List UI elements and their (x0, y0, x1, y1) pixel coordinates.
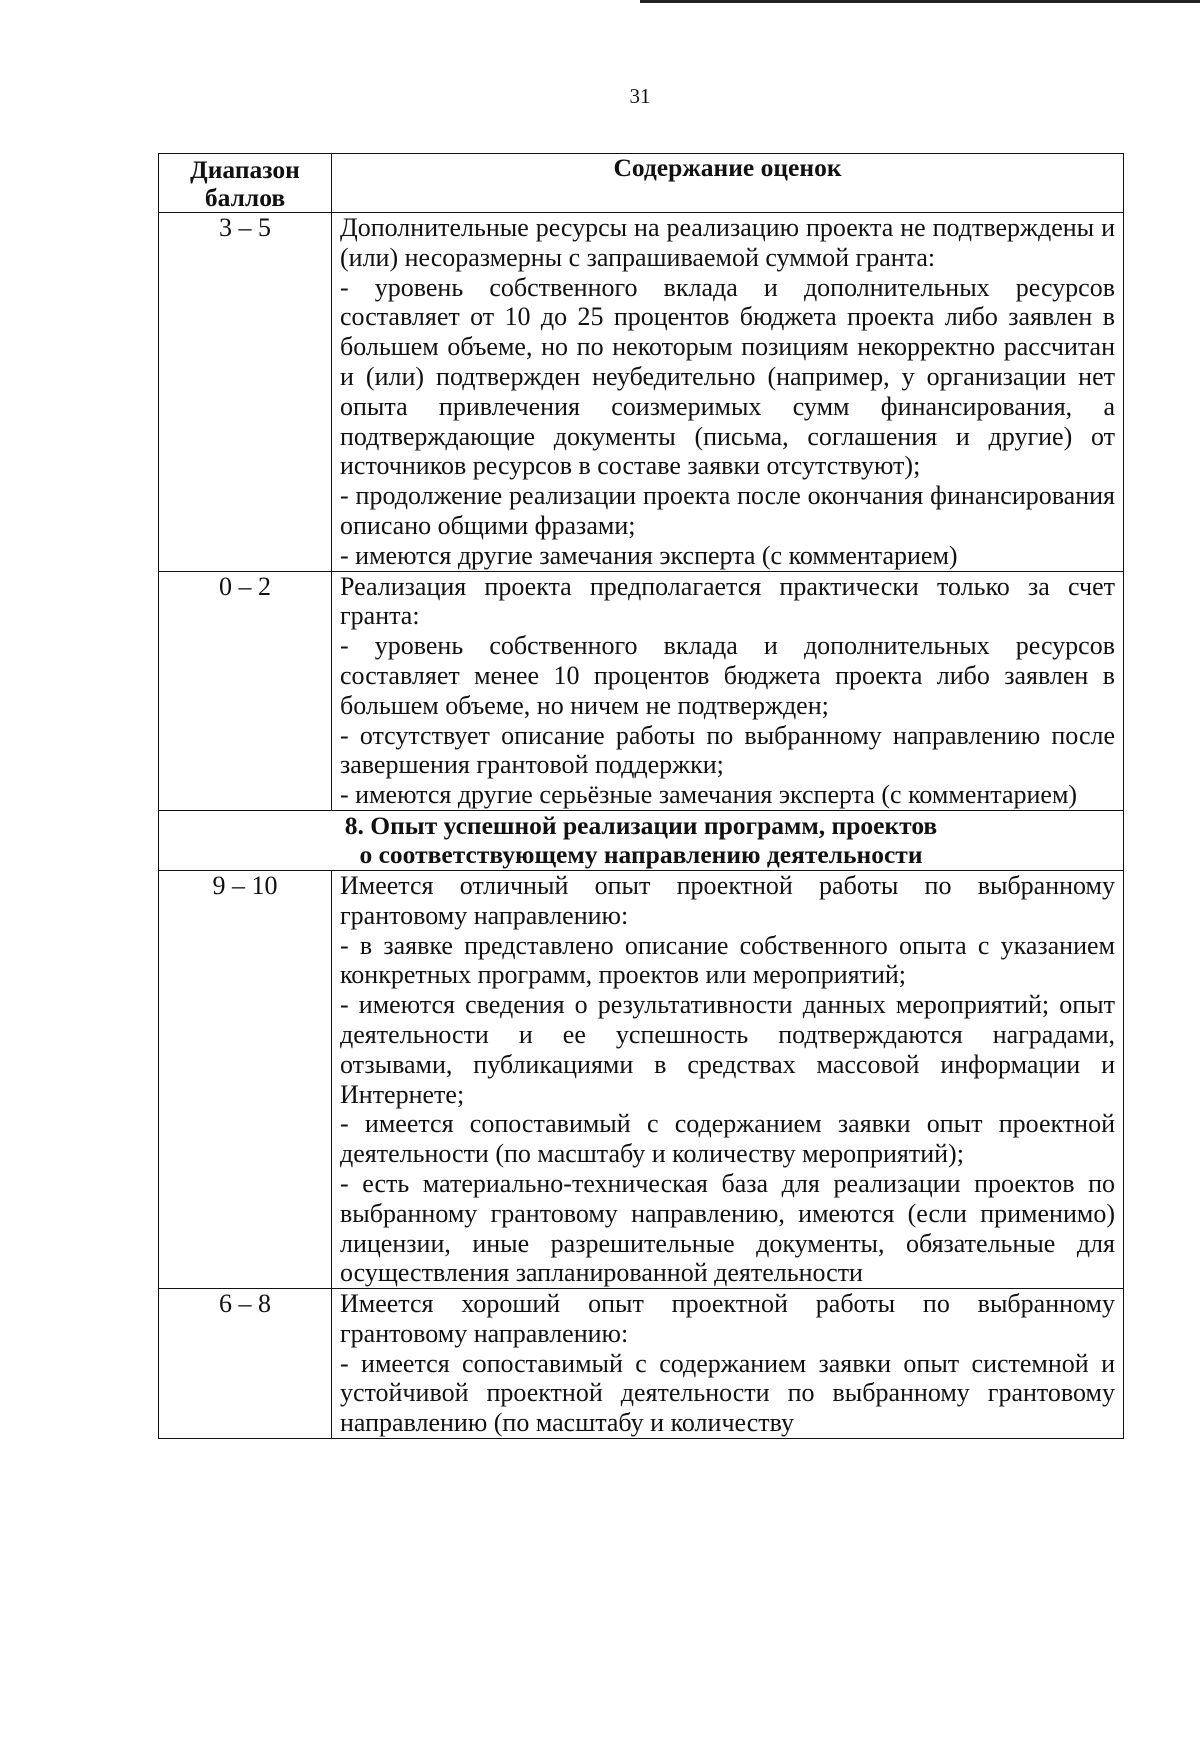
table-header-row (159, 154, 1124, 213)
content-header-label: Содержание оценок (613, 153, 842, 182)
section-title-line2: о соответствующему направлению деятельности (359, 840, 923, 870)
section-header-row (159, 810, 1124, 870)
row-item: - имеются другие замечания эксперта (с комментарием) (340, 540, 958, 570)
content-header-cell (332, 154, 1124, 213)
content-cell (332, 1289, 1124, 1439)
row-intro: Реализация проекта предполагается практически только за счет гранта: (340, 571, 1115, 631)
document-body (158, 153, 1124, 1439)
table-row (159, 571, 1124, 810)
row-item: - есть материально-техническая база для реализации проектов по выбранному грантовому направлению, имеются (если применимо) лицензии, иные разрешительные документы, обязательные для осуществления запланированной деятельности (340, 1168, 1115, 1288)
range-cell: 3 – 5 (159, 213, 332, 572)
top-edge-line (640, 0, 1200, 3)
row-intro: Имеется отличный опыт проектной работы по выбранному грантовому направлению: (340, 870, 1115, 930)
row-item: - в заявке представлено описание собственного опыта с указанием конкретных программ, проектов или мероприятий; (340, 930, 1115, 990)
range-header-cell (159, 154, 332, 213)
row-item: - имеются сведения о результативности данных мероприятий; опыт деятельности и ее успешность подтверждаются наградами, отзывами, публикациями в средствах массовой информации и Интернете; (340, 990, 1115, 1109)
table-row (159, 1289, 1124, 1439)
row-intro: Имеется хороший опыт проектной работы по выбранному грантовому направлению: (340, 1289, 1115, 1348)
content-cell (332, 571, 1124, 810)
range-cell: 9 – 10 (159, 870, 332, 1288)
content-cell (332, 213, 1124, 572)
range-header-line1: Диапазон (190, 155, 300, 184)
content-cell (332, 870, 1124, 1288)
row-item: - продолжение реализации проекта после окончания финансирования описано общими фразами; (340, 481, 1115, 540)
row-item: - уровень собственного вклада и дополнительных ресурсов составляет менее 10 процентов бюджета проекта либо заявлен в большем объеме, но ничем не подтвержден; (340, 631, 1115, 720)
row-item: - имеется сопоставимый с содержанием заявки опыт системной и устойчивой проектной деятельности по выбранному грантовому направлению (по масштабу и количеству (340, 1348, 1115, 1438)
row-item: - имеется сопоставимый с содержанием заявки опыт проектной деятельности (по масштабу и количеству мероприятий); (340, 1109, 1115, 1169)
row-intro: Дополнительные ресурсы на реализацию проекта не подтверждены и (или) несоразмерны с запрашиваемой суммой гранта: (340, 213, 1115, 272)
range-cell: 0 – 2 (159, 571, 332, 810)
range-header-line2: баллов (204, 183, 286, 212)
range-cell: 6 – 8 (159, 1289, 332, 1439)
table-row (159, 213, 1124, 572)
table-row (159, 870, 1124, 1288)
page-number: 31 (629, 84, 651, 108)
section-title-cell (159, 810, 1124, 870)
row-item: - имеются другие серьёзные замечания эксперта (с комментарием) (340, 780, 1078, 810)
scoring-table (158, 153, 1124, 1439)
section-title-line1: 8. Опыт успешной реализации программ, проектов (344, 810, 938, 840)
row-item: - уровень собственного вклада и дополнительных ресурсов составляет от 10 до 25 процентов бюджета проекта либо заявлен в большем объеме, но по некоторым позициям некорректно рассчитан и (или) подтвержден неубедительно (например, у организации нет опыта привлечения соизмеримых сумм финансирования, а подтверждающие документы (письма, соглашения и другие) от источников ресурсов в составе заявки отсутствуют); (340, 272, 1115, 481)
row-item: - отсутствует описание работы по выбранному направлению после завершения грантовой поддержки; (340, 720, 1115, 780)
